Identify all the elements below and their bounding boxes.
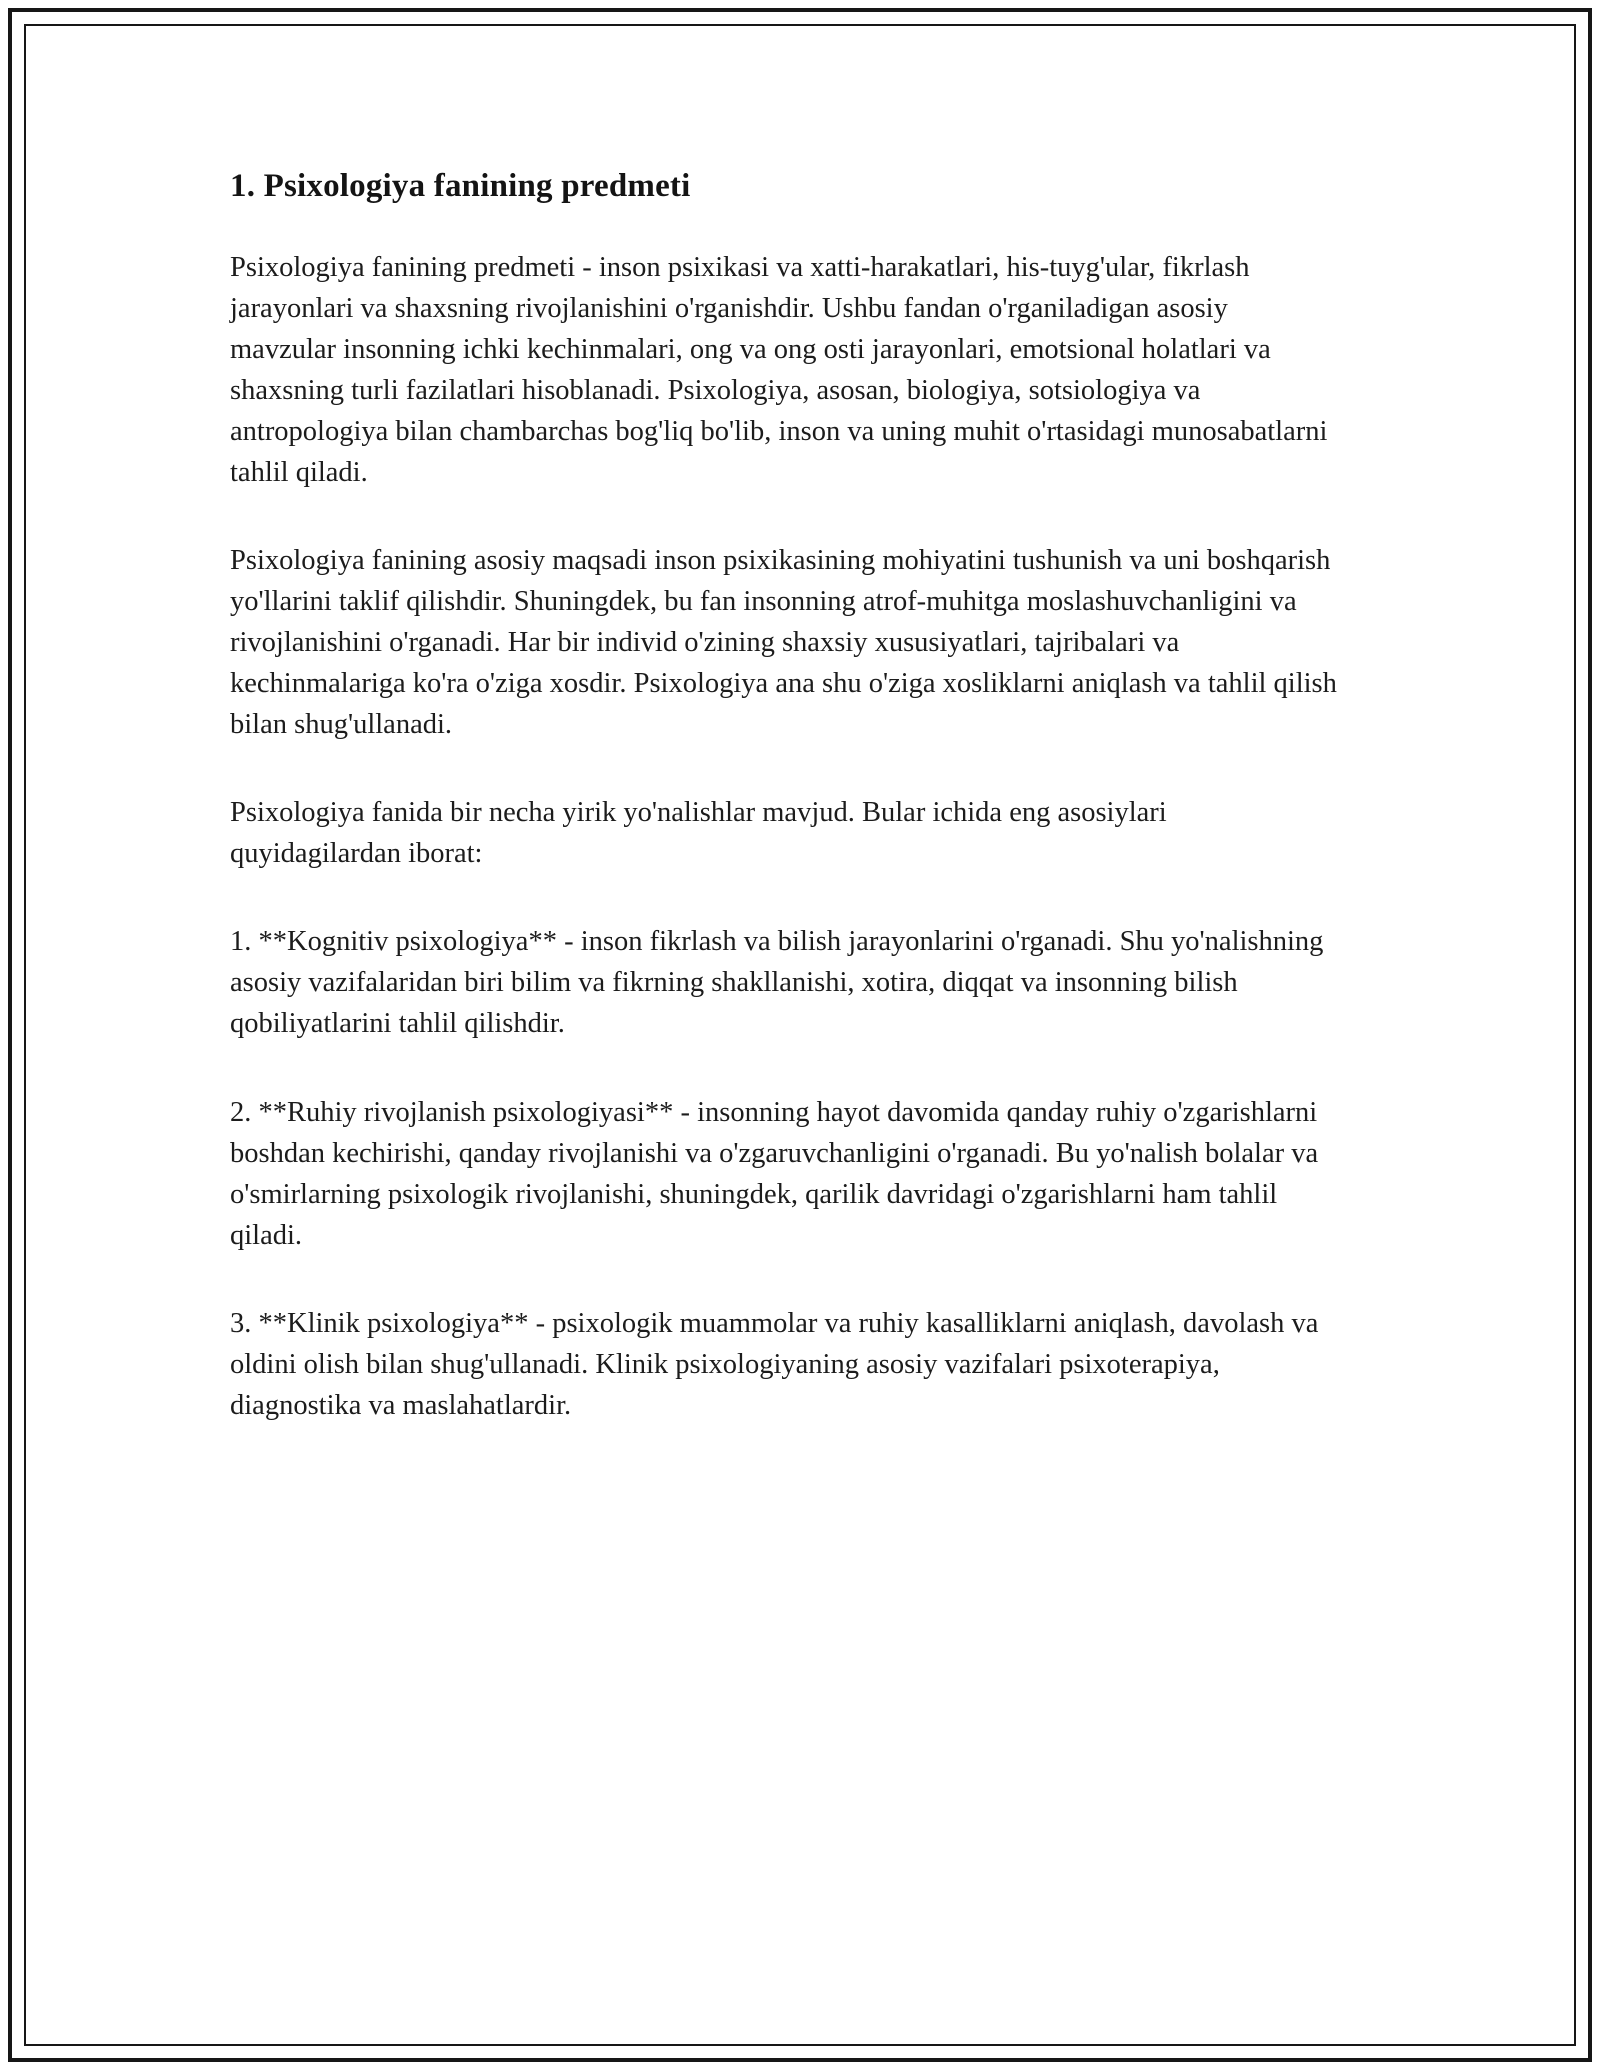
list-item-developmental-psychology: 2. **Ruhiy rivojlanish psixologiyasi** - insonning hayot davomida qanday ruhiy o'zgarishlarni boshdan kechirishi, qanday rivojlanishi va o'zgaruvchanligini o'rganadi. Bu yo'nalish bolalar va o'smirlarning psixologik rivojlanishi, shuningdek, qarilik davridagi o'zgarishlarni ham tahlil qiladi. [230, 1096, 1319, 1251]
paragraph-purpose: Psixologiya fanining asosiy maqsadi inson psixikasining mohiyatini tushunish va uni boshqarish yo'llarini taklif qilishdir. Shuningdek, bu fan insonning atrof-muhitga moslashuvchanligini va rivojlanishini o'rganadi. Har bir individ o'zining shaxsiy xususiyatlari, tajribalari va kechinmalariga ko'ra o'ziga xosdir. Psixologiya ana shu o'ziga xosliklarni aniqlash va tahlil qilish bilan shug'ullanadi. [230, 545, 1337, 741]
list-item-clinical-psychology: 3. **Klinik psixologiya** - psixologik muammolar va ruhiy kasalliklarni aniqlash, davolash va oldini olish bilan shug'ullanadi. Klinik psixologiyaning asosiy vazifalari psixoterapiya, diagnostika va maslahatlardir. [230, 1307, 1319, 1421]
document-content [230, 168, 1340, 1426]
list-item-cognitive-psychology: 1. **Kognitiv psixologiya** - inson fikrlash va bilish jarayonlarini o'rganadi. Shu yo'nalishning asosiy vazifalaridan biri bilim va fikrning shakllanishi, xotira, diqqat va insonning bilish qobiliyatlarini tahlil qilishdir. [230, 926, 1324, 1040]
paragraph-directions-intro: Psixologiya fanida bir necha yirik yo'nalishlar mavjud. Bular ichida eng asosiylari quyidagilardan iborat: [230, 797, 1167, 870]
page-title: 1. Psixologiya fanining predmeti [230, 168, 691, 204]
paragraph-definition: Psixologiya fanining predmeti - inson psixikasi va xatti-harakatlari, his-tuyg'ular, fikrlash jarayonlari va shaxsning rivojlanishini o'rganishdir. Ushbu fandan o'rganiladigan asosiy mavzular insonning ichki kechinmalari, ong va ong osti jarayonlari, emotsional holatlari va shaxsning turli fazilatlari hisoblanadi. Psixologiya, asosan, biologiya, sotsiologiya va antropologiya bilan chambarchas bog'liq bo'lib, inson va uning muhit o'rtasidagi munosabatlarni tahlil qiladi. [230, 252, 1328, 489]
